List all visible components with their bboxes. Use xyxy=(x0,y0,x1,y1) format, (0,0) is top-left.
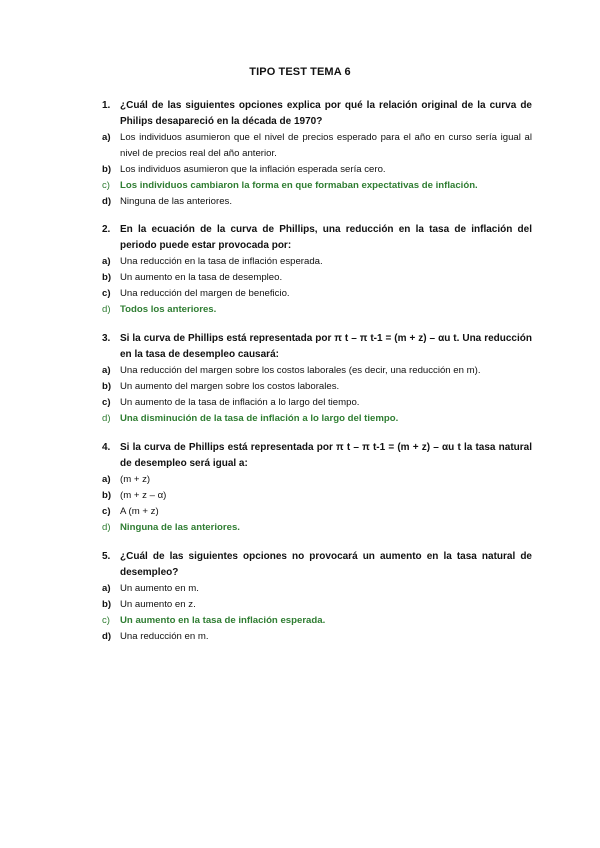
option-list xyxy=(102,254,532,318)
option-a xyxy=(102,472,532,488)
option-text: Ninguna de las anteriores. xyxy=(120,196,232,207)
option-list xyxy=(102,130,532,210)
question-stem: Si la curva de Phillips está representada por π t – π t-1 = (m + z) – αu t. Una reducción en la tasa de desempleo causará: xyxy=(120,333,532,360)
option-letter: c) xyxy=(102,180,110,191)
option-text: Una reducción en m. xyxy=(120,631,209,642)
question-1 xyxy=(102,98,532,210)
option-d xyxy=(102,194,532,210)
option-c xyxy=(102,504,532,520)
option-letter: c) xyxy=(102,506,111,517)
option-letter: a) xyxy=(102,583,111,594)
option-letter: a) xyxy=(102,365,111,376)
option-d-correct xyxy=(102,411,532,427)
option-text: A (m + z) xyxy=(120,506,159,517)
option-letter: c) xyxy=(102,397,111,408)
option-a xyxy=(102,254,532,270)
option-text: Una reducción del margen sobre los costos laborales (es decir, una reducción en m). xyxy=(120,365,481,376)
option-letter: d) xyxy=(102,522,111,533)
option-letter: a) xyxy=(102,132,111,143)
option-text: Una reducción en la tasa de inflación esperada. xyxy=(120,256,323,267)
option-a xyxy=(102,130,532,162)
option-letter: d) xyxy=(102,413,111,424)
option-letter: b) xyxy=(102,490,112,501)
option-list xyxy=(102,363,532,427)
page-title: TIPO TEST TEMA 6 xyxy=(249,66,351,78)
option-letter: b) xyxy=(102,599,112,610)
option-text: Un aumento en la tasa de inflación esperada. xyxy=(120,615,326,626)
question-stem: En la ecuación de la curva de Phillips, una reducción en la tasa de inflación del periodo puede estar provocada por: xyxy=(120,224,532,251)
option-b xyxy=(102,379,532,395)
option-a xyxy=(102,581,532,597)
option-list xyxy=(102,581,532,645)
option-b xyxy=(102,597,532,613)
option-list xyxy=(102,472,532,536)
option-c-correct xyxy=(102,178,532,194)
option-letter: c) xyxy=(102,615,110,626)
option-letter: b) xyxy=(102,272,112,283)
option-b xyxy=(102,488,532,504)
option-letter: c) xyxy=(102,288,111,299)
question-3 xyxy=(102,331,532,427)
option-letter: b) xyxy=(102,164,112,175)
option-text: Un aumento en m. xyxy=(120,583,199,594)
option-text: Un aumento en la tasa de desempleo. xyxy=(120,272,283,283)
question-4 xyxy=(102,440,532,536)
option-d xyxy=(102,629,532,645)
question-text xyxy=(102,549,532,581)
option-text: Un aumento en z. xyxy=(120,599,196,610)
option-text: Los individuos asumieron que el nivel de precios esperado para el año en curso sería igual al nivel de precios real del año anterior. xyxy=(120,132,532,159)
option-text: Los individuos cambiaron la forma en que formaban expectativas de inflación. xyxy=(120,180,478,191)
option-text: Una disminución de la tasa de inflación a lo largo del tiempo. xyxy=(120,413,399,424)
option-text: Todos los anteriores. xyxy=(120,304,217,315)
option-b xyxy=(102,162,532,178)
option-c xyxy=(102,395,532,411)
option-c xyxy=(102,286,532,302)
option-text: Un aumento de la tasa de inflación a lo largo del tiempo. xyxy=(120,397,360,408)
option-d-correct xyxy=(102,520,532,536)
question-text xyxy=(102,222,532,254)
question-5 xyxy=(102,549,532,645)
option-b xyxy=(102,270,532,286)
option-text: Ninguna de las anteriores. xyxy=(120,522,240,533)
option-letter: d) xyxy=(102,304,111,315)
option-d-correct xyxy=(102,302,532,318)
question-number: 2. xyxy=(102,224,111,235)
question-text xyxy=(102,98,532,130)
option-c-correct xyxy=(102,613,532,629)
question-text xyxy=(102,440,532,472)
question-number: 4. xyxy=(102,442,111,453)
option-text: (m + z – α) xyxy=(120,490,167,501)
question-text xyxy=(102,331,532,363)
question-number: 5. xyxy=(102,551,111,562)
option-text: Los individuos asumieron que la inflación esperada sería cero. xyxy=(120,164,386,175)
question-2 xyxy=(102,222,532,318)
question-number: 3. xyxy=(102,333,111,344)
question-stem: ¿Cuál de las siguientes opciones explica por qué la relación original de la curva de Philips desapareció en la década de 1970? xyxy=(120,100,532,127)
option-text: Una reducción del margen de beneficio. xyxy=(120,288,290,299)
option-letter: a) xyxy=(102,474,111,485)
option-letter: a) xyxy=(102,256,111,267)
option-letter: b) xyxy=(102,381,112,392)
question-stem: Si la curva de Phillips está representada por π t – π t-1 = (m + z) – αu t la tasa natural de desempleo será igual a: xyxy=(120,442,532,469)
option-a xyxy=(102,363,532,379)
question-stem: ¿Cuál de las siguientes opciones no provocará un aumento en la tasa natural de desempleo? xyxy=(120,551,532,578)
option-text: Un aumento del margen sobre los costos laborales. xyxy=(120,381,340,392)
question-number: 1. xyxy=(102,100,111,111)
option-letter: d) xyxy=(102,631,112,642)
option-letter: d) xyxy=(102,196,112,207)
option-text: (m + z) xyxy=(120,474,151,485)
